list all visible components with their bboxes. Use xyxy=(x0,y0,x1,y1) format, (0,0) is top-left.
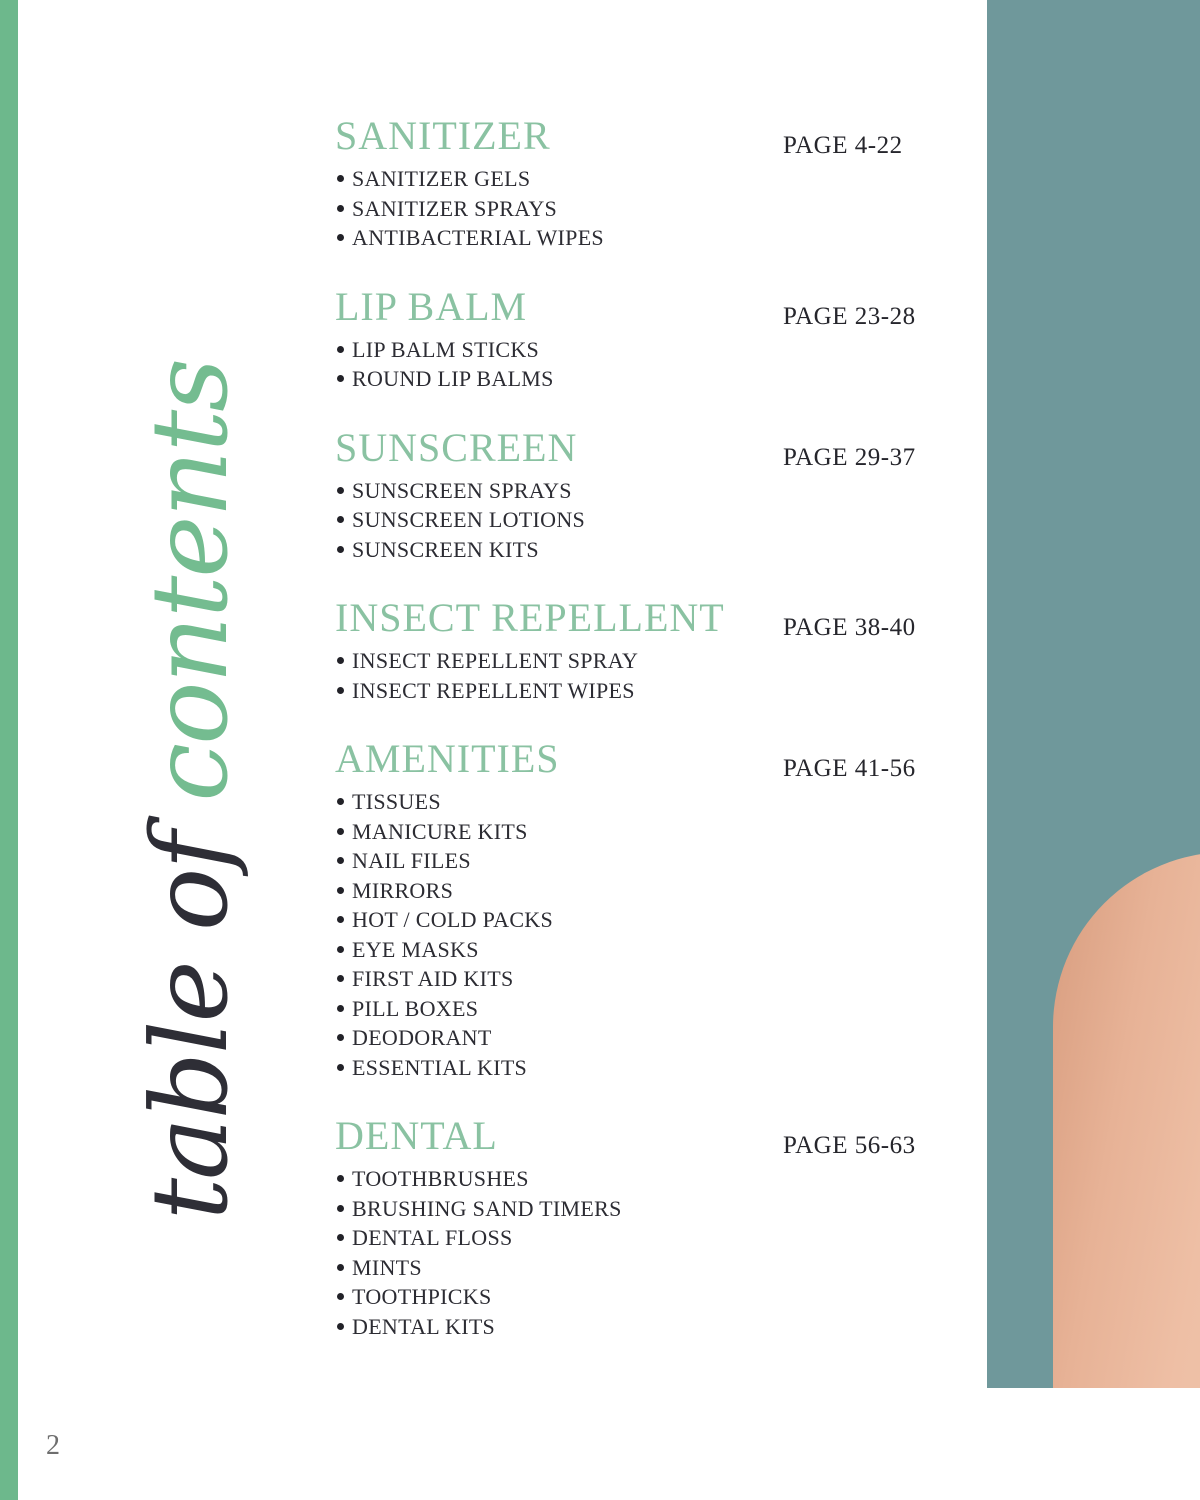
toc-item: SANITIZER SPRAYS xyxy=(335,194,955,224)
toc-item: DEODORANT xyxy=(335,1023,955,1053)
script-title-space xyxy=(129,802,251,833)
script-title-table-of: table of xyxy=(129,832,251,1221)
toc-item: TOOTHBRUSHES xyxy=(335,1164,955,1194)
toc-item: DENTAL KITS xyxy=(335,1312,955,1342)
toc-item: NAIL FILES xyxy=(335,846,955,876)
toc-item: FIRST AID KITS xyxy=(335,964,955,994)
toc-item: SUNSCREEN SPRAYS xyxy=(335,476,955,506)
section-title: DENTAL xyxy=(335,1113,498,1158)
toc-item: DENTAL FLOSS xyxy=(335,1223,955,1253)
toc-item: PILL BOXES xyxy=(335,994,955,1024)
toc-section-insect-repellent xyxy=(335,596,955,705)
toc-item: MINTS xyxy=(335,1253,955,1283)
section-page-range: PAGE 41-56 xyxy=(783,755,916,782)
toc-item: BRUSHING SAND TIMERS xyxy=(335,1194,955,1224)
toc-section-sunscreen xyxy=(335,426,955,565)
toc-item: MANICURE KITS xyxy=(335,817,955,847)
shoulder-photo xyxy=(987,0,1200,1388)
toc-section-sanitizer xyxy=(335,114,955,253)
toc-item: EYE MASKS xyxy=(335,935,955,965)
section-page-range: PAGE 29-37 xyxy=(783,443,916,471)
toc-item: ESSENTIAL KITS xyxy=(335,1053,955,1083)
section-title: AMENITIES xyxy=(335,736,560,781)
section-title: LIP BALM xyxy=(335,283,528,329)
toc-item: TISSUES xyxy=(335,787,955,817)
section-page-range: PAGE 38-40 xyxy=(783,614,916,641)
toc-item: TOOTHPICKS xyxy=(335,1282,955,1312)
section-title: SUNSCREEN xyxy=(335,424,578,470)
toc-item: MIRRORS xyxy=(335,876,955,906)
toc-item: SANITIZER GELS xyxy=(335,164,955,194)
section-page-range: PAGE 4-22 xyxy=(783,132,903,159)
toc-section-dental xyxy=(335,1114,955,1341)
toc-item: INSECT REPELLENT WIPES xyxy=(335,676,955,706)
section-item-list xyxy=(335,1164,955,1341)
page-number: 2 xyxy=(46,1430,60,1461)
left-accent-stripe xyxy=(0,0,18,1500)
shoulder-arm-shape xyxy=(1053,852,1200,1388)
toc-section-amenities xyxy=(335,737,955,1082)
script-title-contents: contents xyxy=(129,359,251,802)
section-title: SANITIZER xyxy=(335,113,551,158)
section-item-list xyxy=(335,787,955,1082)
section-page-range: PAGE 23-28 xyxy=(783,302,916,330)
section-item-list xyxy=(335,335,955,394)
toc-item: SUNSCREEN KITS xyxy=(335,535,955,565)
section-item-list xyxy=(335,646,955,705)
toc-item: INSECT REPELLENT SPRAY xyxy=(335,646,955,676)
table-of-contents-script-title xyxy=(80,310,300,1270)
toc-item: ROUND LIP BALMS xyxy=(335,364,955,394)
toc-item: HOT / COLD PACKS xyxy=(335,905,955,935)
section-page-range: PAGE 56-63 xyxy=(783,1132,916,1159)
toc-item: LIP BALM STICKS xyxy=(335,335,955,365)
toc-item: ANTIBACTERIAL WIPES xyxy=(335,223,955,253)
toc-item: SUNSCREEN LOTIONS xyxy=(335,505,955,535)
section-item-list xyxy=(335,476,955,565)
section-title: INSECT REPELLENT xyxy=(335,595,725,640)
toc-sections xyxy=(335,114,955,1373)
section-item-list xyxy=(335,164,955,253)
toc-section-lip-balm xyxy=(335,285,955,394)
